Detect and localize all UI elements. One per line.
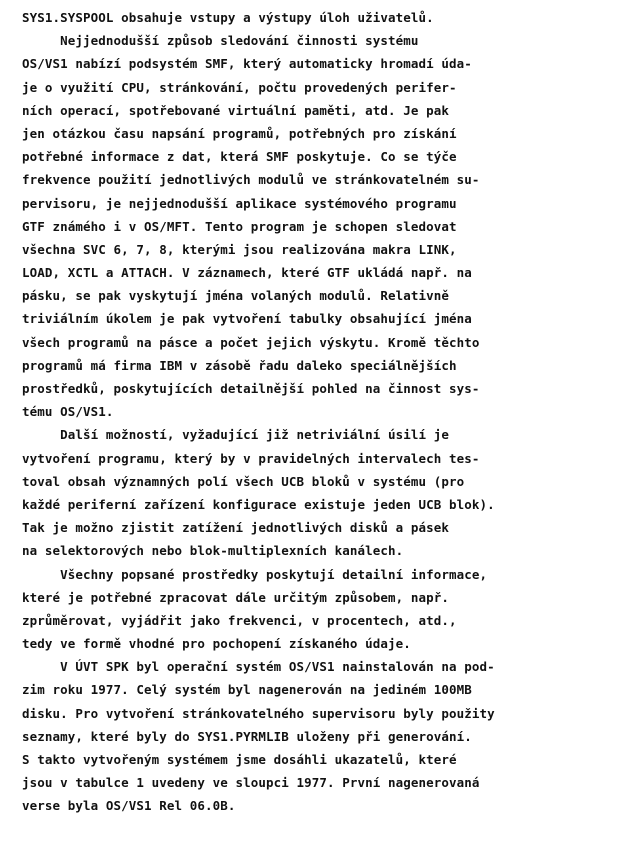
- text-line: každé periferní zařízení konfigurace existuje jeden UCB blok).: [22, 496, 495, 512]
- text-line: toval obsah významných polí všech UCB bloků v systému (pro: [22, 473, 465, 489]
- text-line: vytvoření programu, který by v pravidelných intervalech tes-: [22, 450, 480, 466]
- text-line: potřebné informace z dat, která SMF poskytuje. Co se týče: [22, 149, 457, 165]
- text-line: pervisoru, je nejjednodušší aplikace systémového programu: [22, 195, 457, 211]
- text-line: triviálním úkolem je pak vytvoření tabulky obsahující jména: [22, 311, 472, 327]
- text-line: které je potřebné zpracovat dále určitým způsobem, např.: [22, 589, 450, 605]
- text-line: na selektorových nebo blok-multiplexních kanálech.: [22, 543, 404, 559]
- text-line: Všechny popsané prostředky poskytují detailní informace,: [22, 566, 488, 582]
- text-line: tému OS/VS1.: [22, 404, 114, 420]
- text-line: prostředků, poskytujících detailnější pohled na činnost sys-: [22, 381, 480, 396]
- text-line: Tak je možno zjistit zatížení jednotlivých disků a pásek: [22, 520, 450, 536]
- text-line: SYS1.SYSPOOL obsahuje vstupy a výstupy úloh uživatelů.: [22, 10, 434, 25]
- text-line: je o využití CPU, stránkování, počtu provedených perifer-: [22, 79, 457, 95]
- text-line: zim roku 1977. Celý systém byl nagenerován na jediném 100MB: [22, 682, 472, 698]
- text-line: pásku, se pak vyskytují jména volaných modulů. Relativně: [22, 288, 450, 304]
- text-line: seznamy, které byly do SYS1.PYRMLIB uloženy při generování.: [22, 728, 472, 744]
- typewritten-text-block: [22, 6, 637, 818]
- text-line: zprůměrovat, vyjádřit jako frekvenci, v procentech, atd.,: [22, 612, 457, 628]
- text-line: S takto vytvořeným systémem jsme dosáhli ukazatelů, které: [22, 752, 457, 767]
- text-line: LOAD, XCTL a ATTACH. V záznamech, které GTF ukládá např. na: [22, 265, 472, 281]
- text-line: disku. Pro vytvoření stránkovatelného supervisoru byly použity: [22, 705, 495, 721]
- text-line: GTF známého i v OS/MFT. Tento program je schopen sledovat: [22, 218, 457, 234]
- text-line: Další možností, vyžadující již netriviální úsilí je: [22, 427, 450, 443]
- text-line: V ÚVT SPK byl operační systém OS/VS1 nainstalován na pod-: [22, 659, 495, 675]
- text-line: ních operací, spotřebované virtuální paměti, atd. Je pak: [22, 102, 450, 118]
- text-line: všechna SVC 6, 7, 8, kterými jsou realizována makra LINK,: [22, 241, 457, 257]
- text-line: všech programů na pásce a počet jejich výskytu. Kromě těchto: [22, 334, 480, 350]
- text-line: programů má firma IBM v zásobě řadu daleko speciálnějších: [22, 357, 457, 373]
- text-line: jsou v tabulce 1 uvedeny ve sloupci 1977. První nagenerovaná: [22, 775, 480, 791]
- text-line: frekvence použití jednotlivých modulů ve stránkovatelném su-: [22, 172, 480, 188]
- text-line: tedy ve formě vhodné pro pochopení získaného údaje.: [22, 636, 411, 652]
- text-line: OS/VS1 nabízí podsystém SMF, který automaticky hromadí úda-: [22, 56, 472, 72]
- text-line: Nejjednodušší způsob sledování činnosti systému: [22, 33, 419, 49]
- text-line: jen otázkou času napsání programů, potřebných pro získání: [22, 125, 457, 141]
- text-line: verse byla OS/VS1 Rel 06.0B.: [22, 798, 236, 814]
